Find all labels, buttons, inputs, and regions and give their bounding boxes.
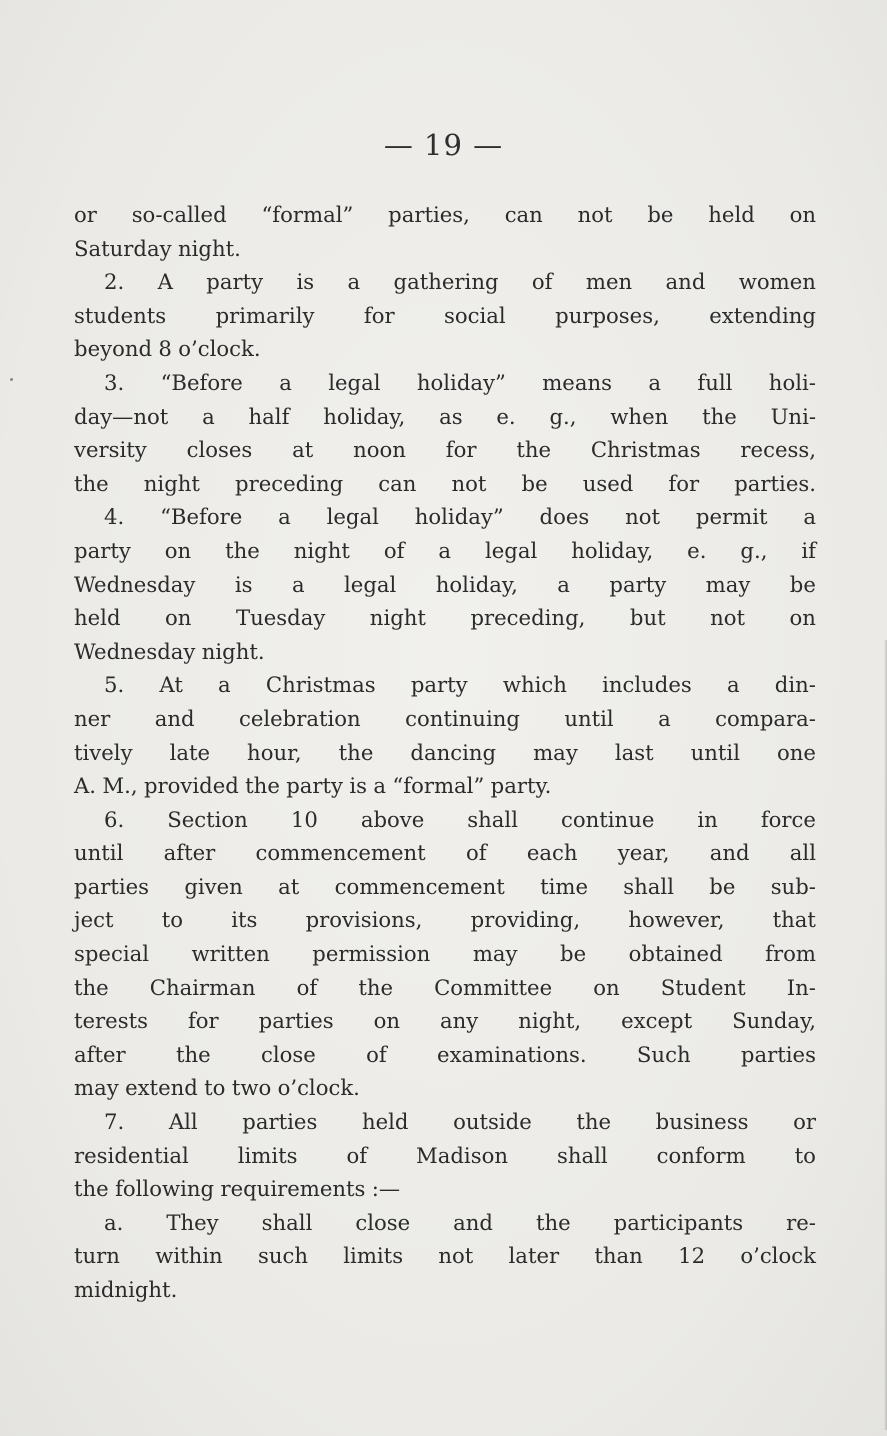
word: can [504,202,543,227]
word: limits [237,1142,298,1168]
word: holiday, [571,537,654,563]
word: later [508,1243,560,1269]
word: or [74,202,97,227]
word: may [705,571,751,597]
word: and [453,1209,493,1235]
word: 2. [104,269,125,295]
word: compara- [715,705,816,731]
word: Section [167,806,248,832]
text-line [74,433,816,467]
word: in [697,806,718,832]
word: obtained [628,941,723,967]
word: written [191,941,270,967]
word: party [286,773,344,799]
word: for [363,302,395,328]
word: parties [258,1008,334,1034]
word: at [292,437,314,463]
word: outside [453,1109,532,1135]
text-line [74,1172,816,1206]
word: All [168,1109,198,1135]
word: extending [709,302,816,328]
word: after [74,1041,126,1067]
word: commencement [255,840,426,866]
word: holiday” [416,369,506,395]
word: party. [490,773,552,799]
word: dancing [410,739,497,765]
word: a [438,537,452,563]
word: that [772,907,816,933]
word: Wednesday [74,571,196,597]
word: one [777,739,816,765]
word: 12 [678,1243,706,1269]
word: a [347,269,361,295]
word: two [231,1075,272,1101]
word: includes [602,672,692,698]
word: the [338,739,374,765]
word: A. [74,773,97,799]
text-line [74,702,816,736]
word: a [279,369,292,395]
word: “formal” [261,202,354,227]
word: not [438,1243,474,1269]
word: may [74,1075,119,1101]
word: examinations. [437,1041,587,1067]
word: to [161,907,183,933]
word: Tuesday [235,605,326,631]
body-text [74,198,816,1307]
word: and [154,705,195,731]
word: above [360,806,425,832]
word: business [655,1109,749,1135]
word: be [789,571,816,597]
word: until [690,739,740,765]
text-line [74,265,816,299]
word: g., [549,403,577,429]
word: after [163,840,216,866]
word: the [358,974,394,1000]
word: celebration [238,705,361,731]
word: 10 [290,806,318,832]
word: night. [177,235,241,261]
word: students [74,302,167,328]
word: the [535,1209,571,1235]
word: participants [613,1209,744,1235]
word: given [184,873,243,899]
word: providing, [470,907,581,933]
word: used [582,470,634,496]
word: tively [74,739,133,765]
word: Madison [416,1142,508,1168]
word: Chairman [149,974,256,1000]
word: midnight. [74,1277,178,1302]
word: o’clock. [277,1075,360,1101]
word: a [373,773,387,799]
word: the [225,537,260,563]
word: the [74,470,109,496]
text-line [74,299,816,333]
word: and [709,840,750,866]
text-line [74,366,816,400]
word: turn [74,1243,120,1269]
word: Sunday, [732,1008,816,1034]
word: e. [496,403,516,429]
word: force [760,806,816,832]
word: a [291,571,305,597]
word: or [793,1109,816,1135]
word: not [710,605,746,631]
word: last [614,739,654,765]
word: close [355,1209,411,1235]
word: half [248,403,290,429]
word: “formal” [392,773,485,799]
word: is [349,773,368,799]
word: of [346,1142,368,1168]
text-line [74,198,816,232]
word: Such [636,1041,691,1067]
word: o’clock [740,1243,816,1269]
word: Christmas [265,672,376,698]
word: the [516,437,552,463]
word: o’clock. [178,336,261,362]
word: but [629,605,666,631]
word: of [531,269,553,295]
word: than [594,1243,643,1269]
text-line [74,332,816,366]
word: held [74,605,121,631]
word: “Before [160,369,243,395]
word: g., [740,537,768,563]
text-line [74,1139,816,1173]
word: of [383,537,405,563]
word: parties. [734,470,816,496]
text-line [74,971,816,1005]
word: parties [74,873,150,899]
text-line [74,534,816,568]
word: party [74,537,131,563]
word: be [521,470,548,496]
word: din- [774,672,816,698]
word: until [564,705,614,731]
word: shall [467,806,518,832]
word: special [74,941,150,967]
word: when [610,403,669,429]
text-line [74,1038,816,1072]
word: any [440,1008,479,1034]
text-line [74,1206,816,1240]
word: night, [518,1008,582,1034]
text-line [74,870,816,904]
word: hour, [247,739,302,765]
word: party [609,571,667,597]
word: 3. [104,369,125,395]
word: women [738,269,816,295]
word: They [166,1209,219,1235]
text-line [74,903,816,937]
word: social [444,302,506,328]
word: provided [143,773,239,799]
word: a [726,672,740,698]
word: A [157,269,173,295]
word: which [502,672,567,698]
word: night [369,605,426,631]
word: parties [740,1041,816,1067]
word: Uni- [770,403,816,429]
text-line [74,937,816,971]
word: 6. [104,806,125,832]
word: as [439,403,463,429]
word: the [245,773,280,799]
word: Committee [434,974,553,1000]
word: residential [74,1142,189,1168]
word: legal [328,369,381,395]
word: legal [326,504,379,530]
word: extend [125,1075,198,1101]
word: held [708,202,755,227]
word: at [278,873,300,899]
word: 4. [104,504,125,530]
word: may [533,739,578,765]
word: commencement [334,873,505,899]
text-line [74,500,816,534]
word: Wednesday [74,638,196,664]
word: :— [371,1176,401,1202]
word: ject [74,907,114,933]
word: may [472,941,518,967]
word: closes [186,437,253,463]
text-line [74,769,816,803]
text-line [74,836,816,870]
word: the [702,403,737,429]
word: each [526,840,578,866]
word: on [164,537,192,563]
text-line [74,1004,816,1038]
text-line [74,232,816,266]
word: for [445,437,477,463]
word: Christmas [590,437,701,463]
word: on [789,202,816,227]
word: late [169,739,211,765]
paper-speck [10,378,13,381]
word: be [647,202,674,227]
word: except [621,1008,693,1034]
text-line [74,1239,816,1273]
word: of [296,974,318,1000]
word: holiday, [435,571,518,597]
word: legal [344,571,397,597]
word: limits [343,1243,404,1269]
word: permission [312,941,431,967]
word: party [410,672,468,698]
word: is [296,269,315,295]
word: not [625,504,661,530]
word: until [74,840,124,866]
word: a [803,504,816,530]
word: on [165,605,192,631]
word: of [465,840,487,866]
word: year, [617,840,670,866]
word: e. [687,537,707,563]
word: however, [628,907,725,933]
text-line [74,1273,816,1307]
word: preceding [235,470,344,496]
text-line [74,467,816,501]
text-line [74,400,816,434]
word: if [801,537,816,563]
word: parties [242,1109,318,1135]
word: the [74,1176,109,1202]
word: legal [484,537,538,563]
word: shall [261,1209,313,1235]
word: for [668,470,700,496]
text-line [74,736,816,770]
word: close [260,1041,316,1067]
word: be [709,873,736,899]
word: day—not [74,403,169,429]
word: a [278,504,291,530]
word: Student [660,974,746,1000]
word: parties, [388,202,470,227]
word: held [361,1109,409,1135]
word: means [542,369,612,395]
word: sub- [770,873,816,899]
word: ner [74,705,111,731]
page-number: — 19 — [383,128,504,162]
word: to [794,1142,816,1168]
word: continuing [405,705,520,731]
word: all [789,840,816,866]
word: permit [695,504,768,530]
word: shall [556,1142,608,1168]
word: full [697,369,733,395]
word: of [366,1041,387,1067]
word: holiday, [323,403,406,429]
text-line [74,803,816,837]
word: M., [102,773,138,799]
word: does [539,504,590,530]
word: on [789,605,816,631]
word: Saturday [74,235,172,261]
word: time [540,873,588,899]
word: such [257,1243,308,1269]
word: conform [656,1142,746,1168]
word: holiday” [414,504,504,530]
text-line [74,635,816,669]
word: be [560,941,587,967]
word: can [378,470,417,496]
word: not [451,470,487,496]
word: provisions, [305,907,423,933]
word: a [557,571,570,597]
word: a [202,403,215,429]
word: 5. [104,672,125,698]
word: the [175,1041,211,1067]
word: to [204,1075,226,1101]
word: “Before [160,504,243,530]
word: primarily [215,302,315,328]
word: preceding, [470,605,586,631]
text-line [74,1071,816,1105]
word: gathering [393,269,499,295]
text-line [74,601,816,635]
word: beyond [74,336,153,362]
word: party [206,269,264,295]
word: following [115,1176,215,1202]
word: a [648,369,661,395]
word: and [665,269,706,295]
word: At [159,672,183,698]
text-line [74,1105,816,1139]
word: shall [623,873,674,899]
word: In- [786,974,816,1000]
word: is [234,571,253,597]
text-line [74,668,816,702]
word: within [155,1243,223,1269]
word: 7. [104,1109,125,1135]
word: its [231,907,258,933]
word: terests [74,1008,148,1034]
word: re- [786,1209,816,1235]
word: the [74,974,109,1000]
word: recess, [740,437,816,463]
word: requirements [220,1176,366,1202]
word: holi- [768,369,816,395]
word: night [143,470,200,496]
word: on [593,974,620,1000]
word: night. [201,638,265,664]
word: a [218,672,231,698]
word: not [577,202,613,227]
word: a [658,705,671,731]
word: men [585,269,633,295]
word: continue [560,806,655,832]
word: night [293,537,350,563]
word: for [187,1008,219,1034]
word: the [576,1109,612,1135]
word: from [765,941,816,967]
word: on [373,1008,401,1034]
word: a. [104,1209,124,1235]
text-line [74,568,816,602]
word: noon [353,437,406,463]
word: 8 [158,336,172,362]
word: so-called [131,202,227,227]
word: purposes, [555,302,660,328]
word: versity [74,437,147,463]
